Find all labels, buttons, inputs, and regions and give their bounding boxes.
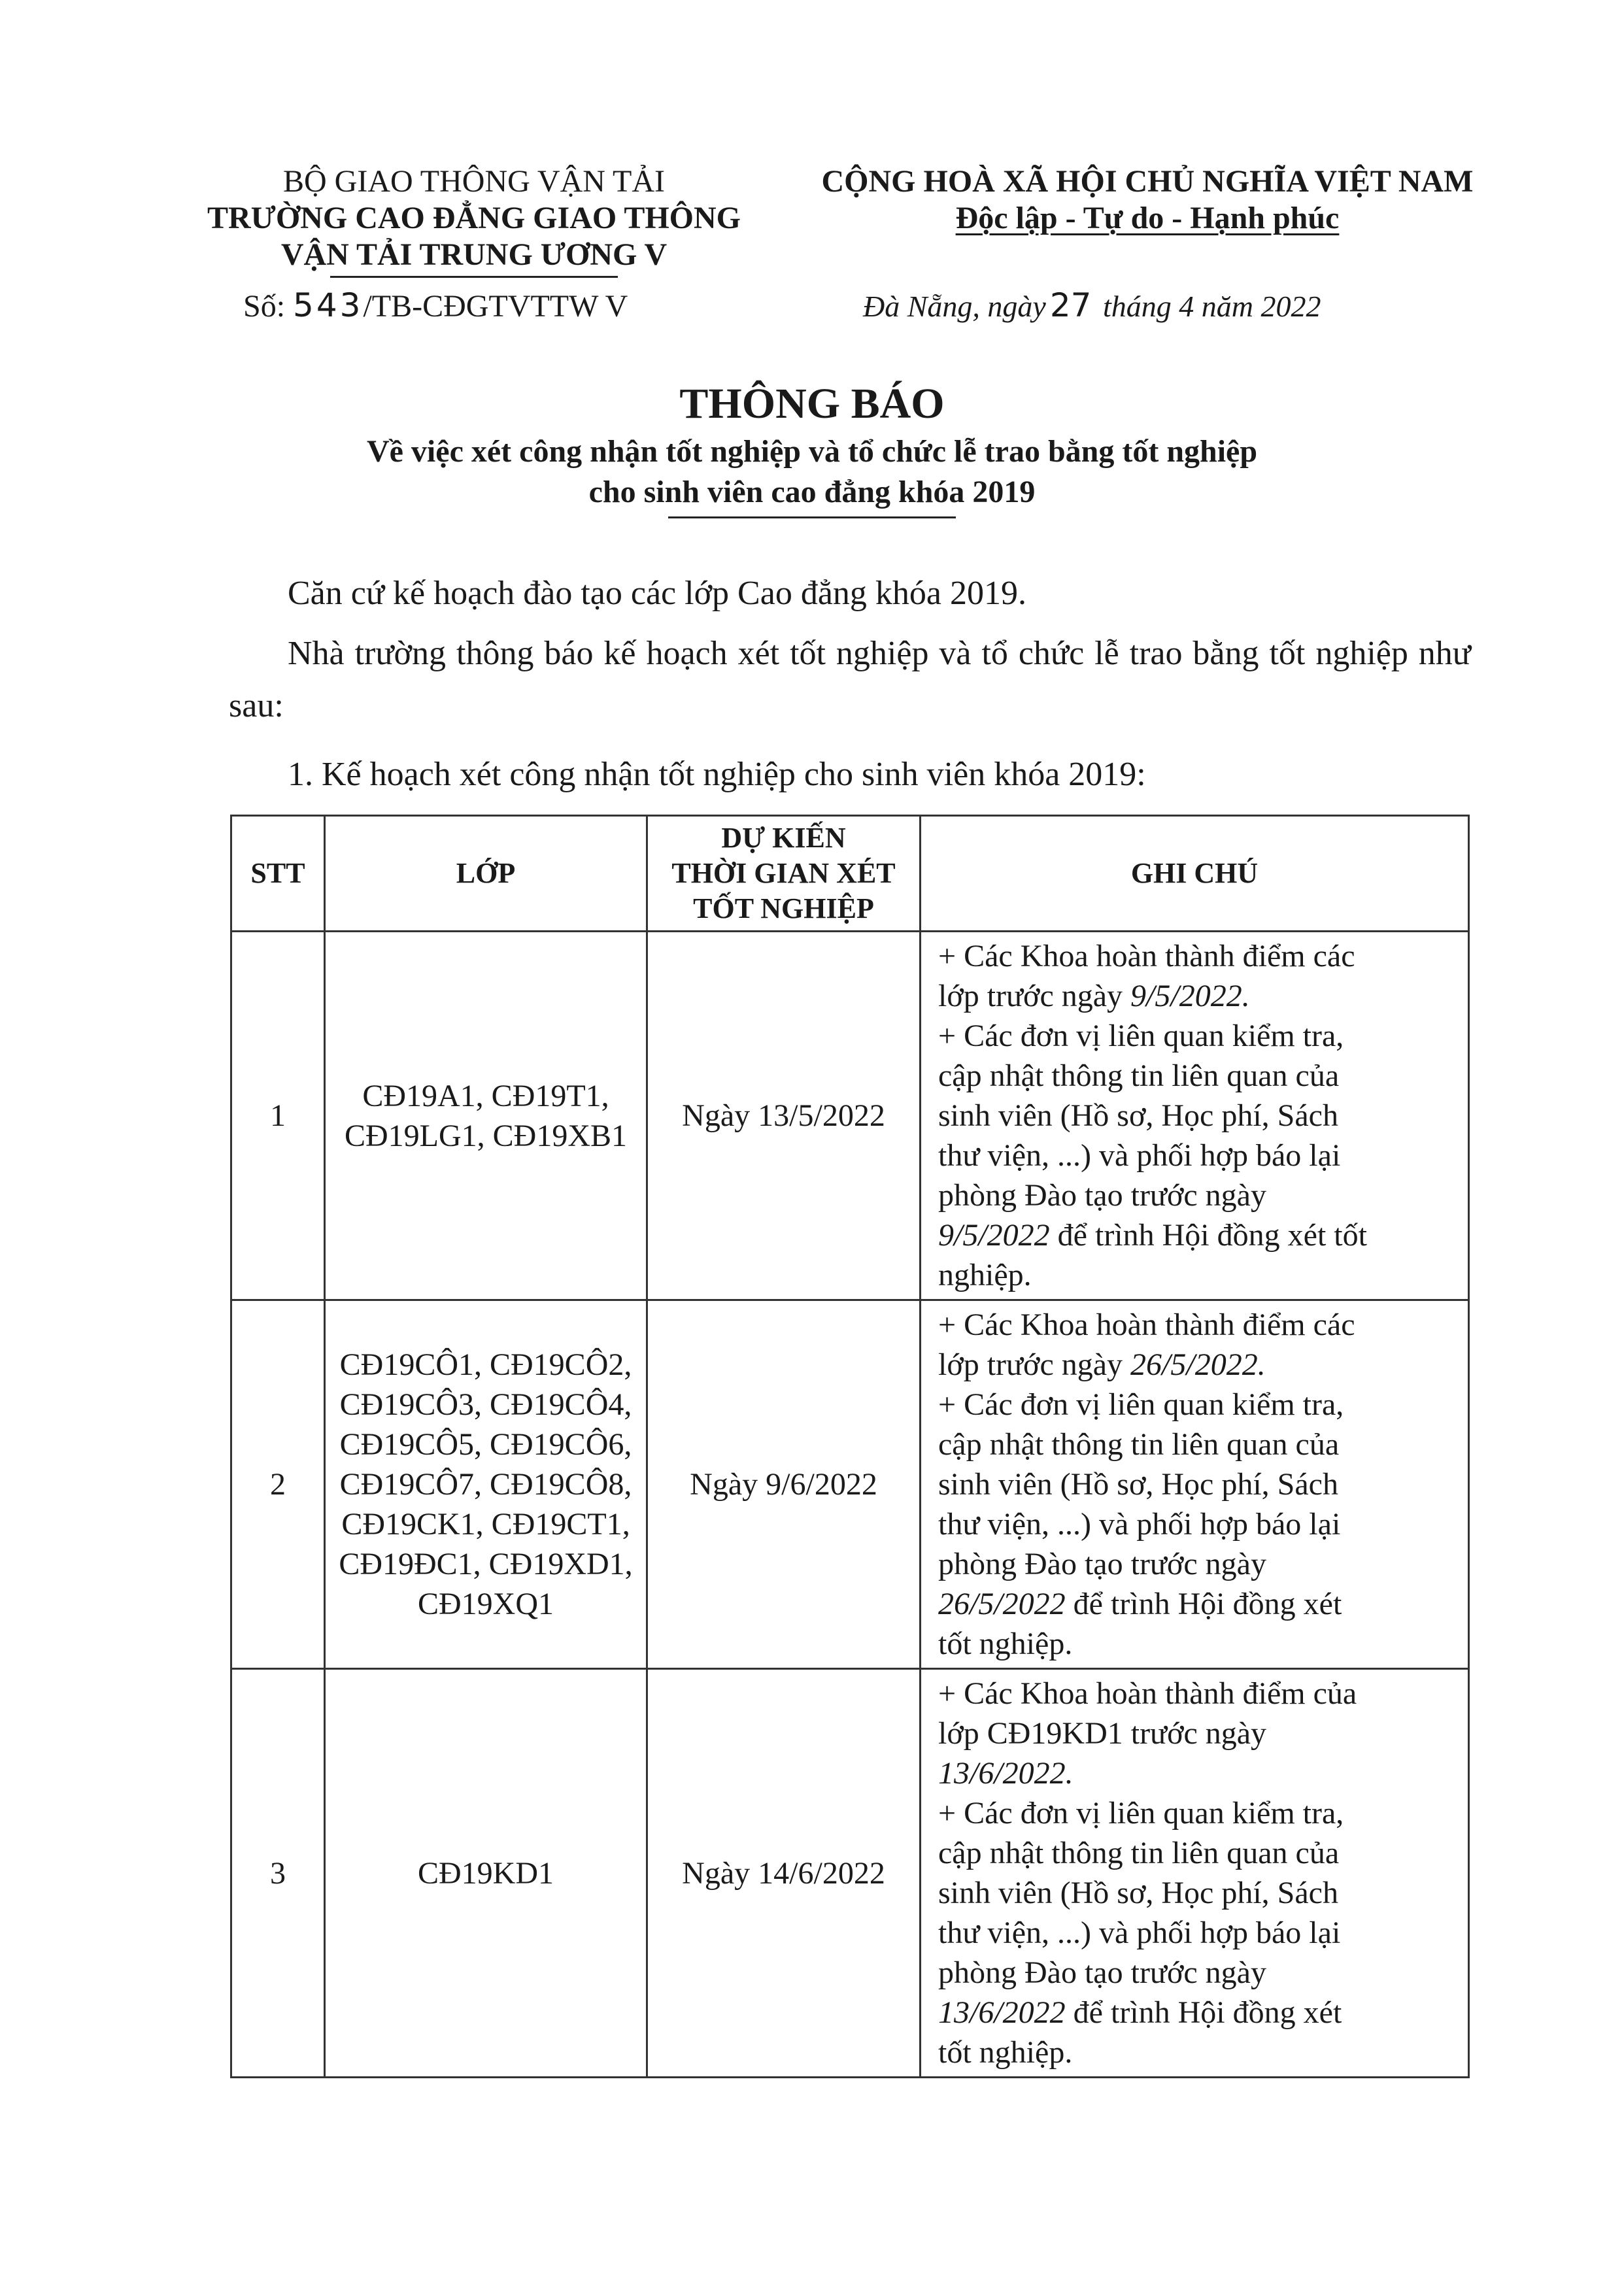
cell-class: [325, 1300, 647, 1669]
note-line: [938, 1215, 1461, 1255]
note-line: cập nhật thông tin liên quan của: [938, 1058, 1340, 1093]
date-year: năm 2022: [1201, 290, 1321, 323]
issuer-header: [163, 163, 785, 278]
note-line: + Các đơn vị liên quan kiểm tra,: [938, 1796, 1344, 1830]
note-line: phòng Đào tạo trước ngày: [938, 1178, 1266, 1213]
note-text: lớp trước ngày: [938, 1347, 1123, 1382]
header-stt: STT: [231, 816, 325, 932]
note-date: 26/5/2022: [938, 1587, 1066, 1621]
graduation-plan-table: [230, 815, 1470, 2078]
note-line: phòng Đào tạo trước ngày: [938, 1547, 1266, 1581]
table-row: [231, 932, 1469, 1300]
note-date: 9/5/2022.: [1130, 979, 1250, 1013]
cell-class: [325, 1669, 647, 2078]
paragraph-announcement: Nhà trường thông báo kế hoạch xét tốt nghiệp và tổ chức lễ trao bằng tốt nghiệp như sau:: [229, 635, 1471, 724]
header-note: GHI CHÚ: [921, 816, 1469, 932]
class-line: CĐ19CÔ5, CĐ19CÔ6,: [339, 1427, 632, 1462]
note-line: + Các Khoa hoàn thành điểm các: [938, 939, 1355, 973]
ministry-name: BỘ GIAO THÔNG VẬN TẢI: [283, 164, 665, 199]
note-text: để trình Hội đồng xét tốt: [1057, 1218, 1367, 1253]
note-line: + Các đơn vị liên quan kiểm tra,: [938, 1387, 1344, 1422]
issuer-underline: [330, 276, 618, 278]
cell-class: [325, 932, 647, 1300]
subtitle-underline: [668, 516, 956, 518]
table-row: [231, 1669, 1469, 2078]
document-subtitle: [0, 431, 1624, 518]
note-line: + Các đơn vị liên quan kiểm tra,: [938, 1019, 1344, 1053]
doc-number-prefix: Số:: [243, 289, 286, 324]
document-title: THÔNG BÁO: [679, 380, 945, 428]
document-number: [243, 286, 628, 324]
note-line: lớp CĐ19KD1 trước ngày: [938, 1716, 1267, 1751]
class-line: CĐ19KD1: [417, 1855, 554, 1891]
cell-note: [921, 932, 1469, 1300]
class-line: CĐ19A1, CĐ19T1,: [362, 1078, 609, 1113]
table-row: [231, 1300, 1469, 1669]
note-line: cập nhật thông tin liên quan của: [938, 1427, 1340, 1462]
doc-number-suffix: /TB-CĐGTVTTW V: [363, 289, 628, 324]
note-date: 13/6/2022.: [938, 1756, 1074, 1791]
country-name: CỘNG HOÀ XÃ HỘI CHỦ NGHĨA VIỆT NAM: [821, 164, 1474, 199]
class-line: CĐ19ĐC1, CĐ19XD1,: [339, 1547, 633, 1581]
note-line: tốt nghiệp.: [938, 1627, 1073, 1661]
class-line: CĐ19CÔ7, CĐ19CÔ8,: [339, 1467, 632, 1502]
note-line: + Các Khoa hoàn thành điểm của: [938, 1676, 1357, 1711]
class-line: CĐ19XQ1: [417, 1587, 554, 1621]
note-line: [938, 1753, 1461, 1793]
note-line: [938, 1345, 1461, 1385]
cell-date: Ngày 9/6/2022: [647, 1300, 921, 1669]
class-line: CĐ19LG1, CĐ19XB1: [344, 1118, 628, 1153]
class-line: CĐ19CÔ3, CĐ19CÔ4,: [339, 1387, 632, 1422]
note-line: [938, 1993, 1461, 2033]
cell-stt: 3: [231, 1669, 325, 2078]
header-date-line1: DỰ KIẾN: [721, 822, 846, 854]
section-heading-1: 1. Kế hoạch xét công nhận tốt nghiệp cho sinh viên khóa 2019:: [288, 756, 1146, 793]
header-expected-date: [647, 816, 921, 932]
subtitle-line1: Về việc xét công nhận tốt nghiệp và tổ chức lễ trao bằng tốt nghiệp: [366, 434, 1258, 469]
note-line: [938, 1584, 1461, 1624]
paragraph-basis: Căn cứ kế hoạch đào tạo các lớp Cao đẳng khóa 2019.: [288, 575, 1026, 612]
cell-note: [921, 1300, 1469, 1669]
cell-stt: 1: [231, 932, 325, 1300]
note-line: nghiệp.: [938, 1258, 1032, 1292]
cell-date: Ngày 13/5/2022: [647, 932, 921, 1300]
note-line: cập nhật thông tin liên quan của: [938, 1836, 1340, 1870]
date-month: tháng 4: [1102, 290, 1194, 323]
header-class: LỚP: [325, 816, 647, 932]
note-date: 13/6/2022: [938, 1995, 1066, 2030]
note-line: sinh viên (Hồ sơ, Học phí, Sách: [938, 1876, 1338, 1910]
note-line: phòng Đào tạo trước ngày: [938, 1955, 1266, 1990]
cell-date: Ngày 14/6/2022: [647, 1669, 921, 2078]
date-day-handwritten: 27: [1049, 286, 1092, 324]
note-date: 9/5/2022: [938, 1218, 1050, 1253]
note-line: thư viện, ...) và phối hợp báo lại: [938, 1507, 1341, 1542]
national-header: [771, 163, 1523, 237]
note-line: + Các Khoa hoàn thành điểm các: [938, 1307, 1355, 1342]
class-line: CĐ19CK1, CĐ19CT1,: [341, 1507, 630, 1542]
subtitle-line2: cho sinh viên cao đẳng khóa 2019: [588, 475, 1036, 509]
place-and-date: [863, 286, 1321, 324]
note-text: lớp trước ngày: [938, 979, 1123, 1013]
doc-number-handwritten: 543: [293, 286, 364, 324]
note-line: tốt nghiệp.: [938, 2035, 1073, 2070]
note-line: [938, 976, 1461, 1016]
note-line: sinh viên (Hồ sơ, Học phí, Sách: [938, 1467, 1338, 1502]
class-line: CĐ19CÔ1, CĐ19CÔ2,: [339, 1347, 632, 1382]
cell-note: [921, 1669, 1469, 2078]
note-line: thư viện, ...) và phối hợp báo lại: [938, 1915, 1341, 1950]
school-name-line1: TRƯỜNG CAO ĐẲNG GIAO THÔNG: [207, 201, 741, 235]
note-text: để trình Hội đồng xét: [1073, 1995, 1342, 2030]
cell-stt: 2: [231, 1300, 325, 1669]
note-line: thư viện, ...) và phối hợp báo lại: [938, 1138, 1341, 1173]
national-motto: Độc lập - Tự do - Hạnh phúc: [955, 201, 1340, 235]
note-text: để trình Hội đồng xét: [1073, 1587, 1342, 1621]
header-date-line2: THỜI GIAN XÉT: [671, 857, 896, 889]
date-prefix: Đà Nẵng, ngày: [863, 290, 1046, 323]
school-name-line2: VẬN TẢI TRUNG ƯƠNG V: [280, 237, 668, 272]
note-line: sinh viên (Hồ sơ, Học phí, Sách: [938, 1098, 1338, 1133]
note-date: 26/5/2022.: [1130, 1347, 1266, 1382]
header-date-line3: TỐT NGHIỆP: [693, 892, 874, 924]
table-header-row: [231, 816, 1469, 932]
